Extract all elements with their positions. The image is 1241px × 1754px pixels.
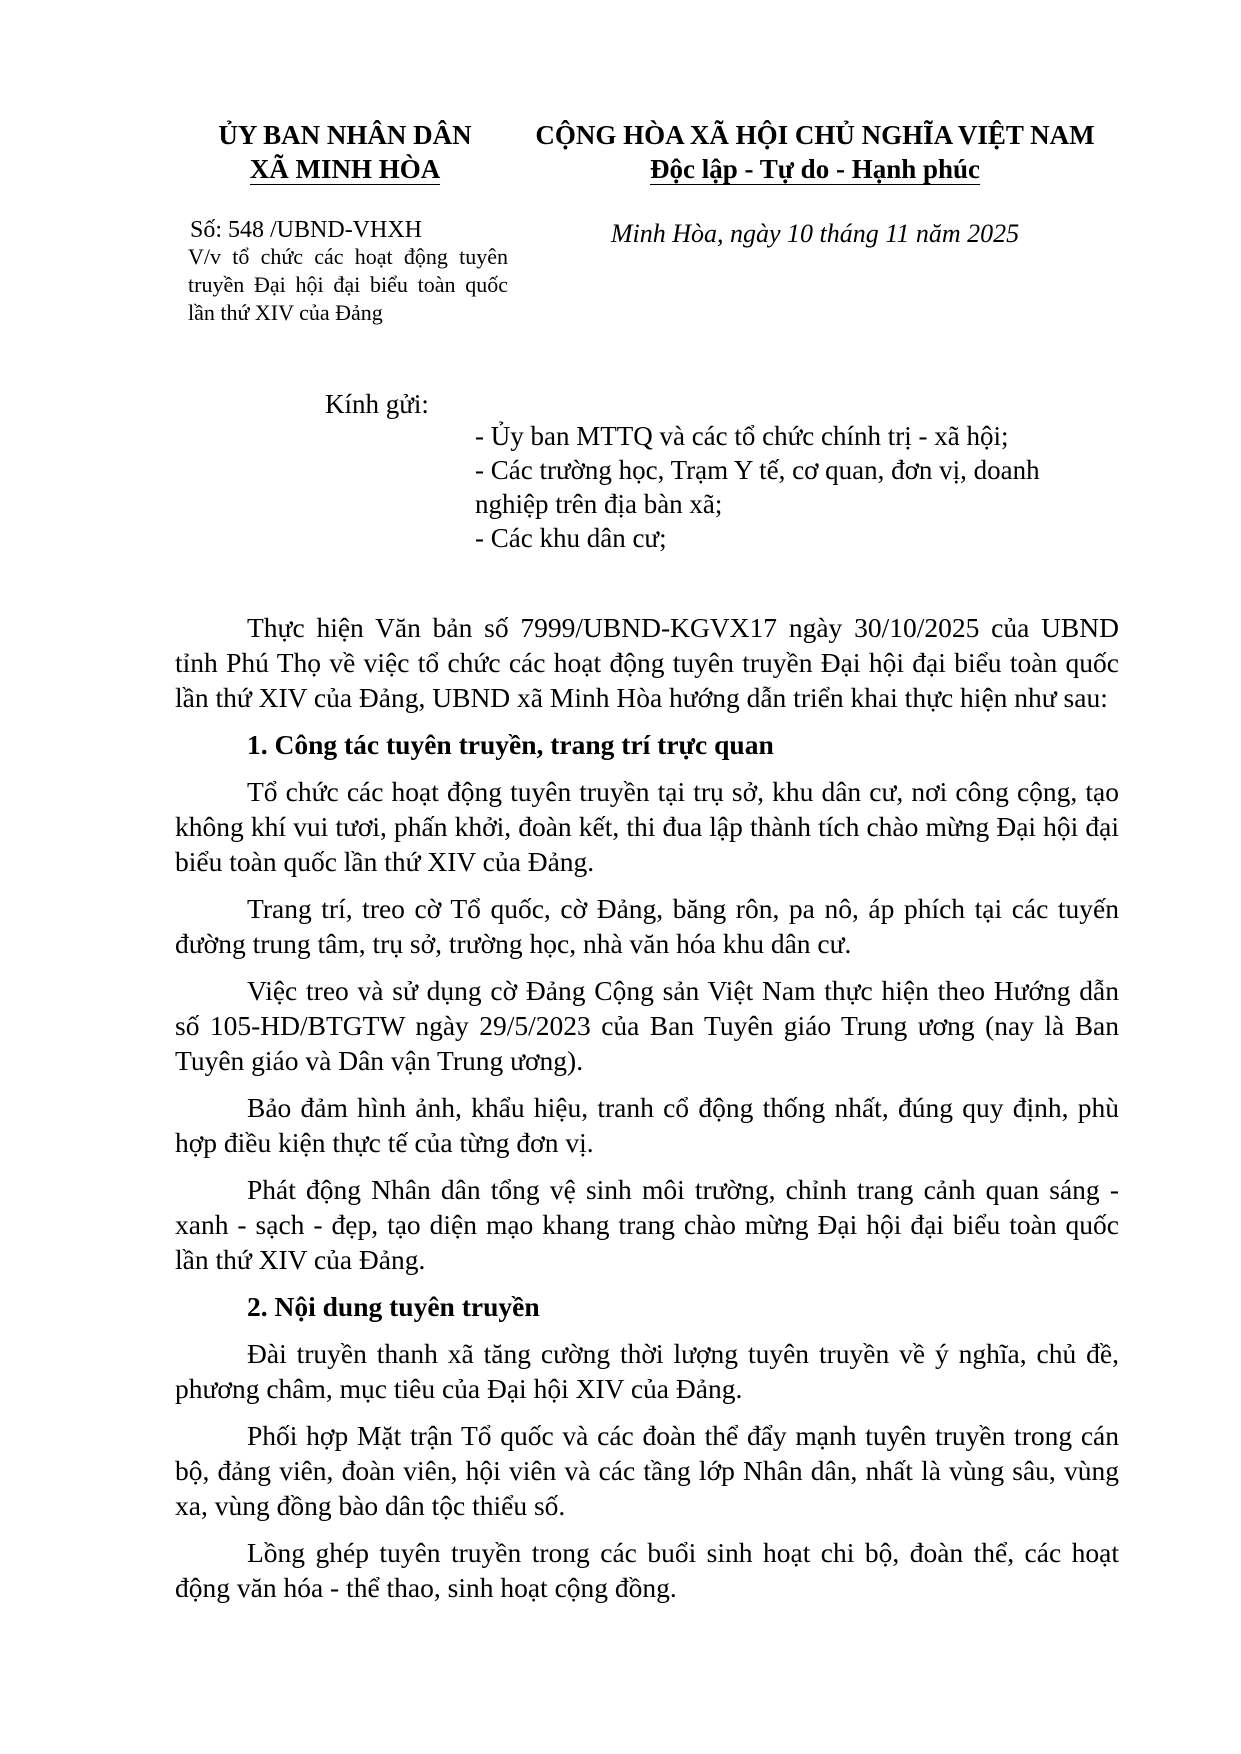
document-subject: V/v tổ chức các hoạt động tuyên truyền Đại hội đại biểu toàn quốc lần thứ XIV của Đảng (188, 244, 508, 325)
document-date: Minh Hòa, ngày 10 tháng 11 năm 2025 (610, 219, 1020, 248)
national-title (525, 118, 1105, 186)
authority-line2: XÃ MINH HÒA (249, 154, 441, 184)
greeting: Kính gửi: (325, 389, 429, 419)
section2-paragraph: Phối hợp Mặt trận Tổ quốc và các đoàn thể đẩy mạnh tuyên truyền trong cán bộ, đảng viên, đoàn viên, hội viên và các tầng lớp Nhân dân, nhất là vùng sâu, vùng xa, vùng đồng bào dân tộc thiểu số. (175, 1420, 1119, 1521)
nation-name: CỘNG HÒA XÃ HỘI CHỦ NGHĨA VIỆT NAM (535, 120, 1095, 150)
section1-paragraph: Trang trí, treo cờ Tổ quốc, cờ Đảng, băng rôn, pa nô, áp phích tại các tuyến đường trung tâm, trụ sở, trường học, nhà văn hóa khu dân cư. (175, 893, 1119, 959)
section1-paragraph: Việc treo và sử dụng cờ Đảng Cộng sản Việt Nam thực hiện theo Hướng dẫn số 105-HD/BTGTW ngày 29/5/2023 của Ban Tuyên giáo Trung ương (nay là Ban Tuyên giáo và Dân vận Trung ương). (175, 975, 1119, 1076)
recipient-item: - Các khu dân cư; (475, 523, 667, 553)
intro-paragraph: Thực hiện Văn bản số 7999/UBND-KGVX17 ngày 30/10/2025 của UBND tỉnh Phú Thọ về việc tổ chức các hoạt động tuyên truyền Đại hội đại biểu toàn quốc lần thứ XIV của Đảng, UBND xã Minh Hòa hướng dẫn triển khai thực hiện như sau: (175, 612, 1119, 713)
recipient-list (475, 419, 1095, 555)
section1-paragraph: Bảo đảm hình ảnh, khẩu hiệu, tranh cổ động thống nhất, đúng quy định, phù hợp điều kiện thực tế của từng đơn vị. (175, 1092, 1119, 1158)
section1-paragraph: Tổ chức các hoạt động tuyên truyền tại trụ sở, khu dân cư, nơi công cộng, tạo không khí vui tươi, phấn khởi, đoàn kết, thi đua lập thành tích chào mừng Đại hội đại biểu toàn quốc lần thứ XIV của Đảng. (175, 776, 1119, 877)
recipient-item: - Các trường học, Trạm Y tế, cơ quan, đơn vị, doanh nghiệp trên địa bàn xã; (475, 455, 1040, 519)
recipient-item: - Ủy ban MTTQ và các tổ chức chính trị - xã hội; (475, 421, 1009, 451)
section1-paragraph: Phát động Nhân dân tổng vệ sinh môi trường, chỉnh trang cảnh quan sáng - xanh - sạch - đẹp, tạo diện mạo khang trang chào mừng Đại hội đại biểu toàn quốc lần thứ XIV của Đảng. (175, 1174, 1119, 1275)
national-motto: Độc lập - Tự do - Hạnh phúc (649, 154, 981, 184)
document-body (175, 610, 1119, 1617)
authority-line1: ỦY BAN NHÂN DÂN (218, 120, 472, 150)
section1-heading: 1. Công tác tuyên truyền, trang trí trực quan (247, 729, 774, 760)
section2-heading: 2. Nội dung tuyên truyền (247, 1291, 540, 1322)
section2-paragraph: Đài truyền thanh xã tăng cường thời lượng tuyên truyền về ý nghĩa, chủ đề, phương châm, mục tiêu của Đại hội XIV của Đảng. (175, 1338, 1119, 1404)
issuing-authority (165, 118, 525, 186)
document-number: Số: 548 /UBND-VHXH (190, 217, 423, 243)
section2-paragraph: Lồng ghép tuyên truyền trong các buổi sinh hoạt chi bộ, đoàn thể, các hoạt động văn hóa - thể thao, sinh hoạt cộng đồng. (175, 1537, 1119, 1603)
